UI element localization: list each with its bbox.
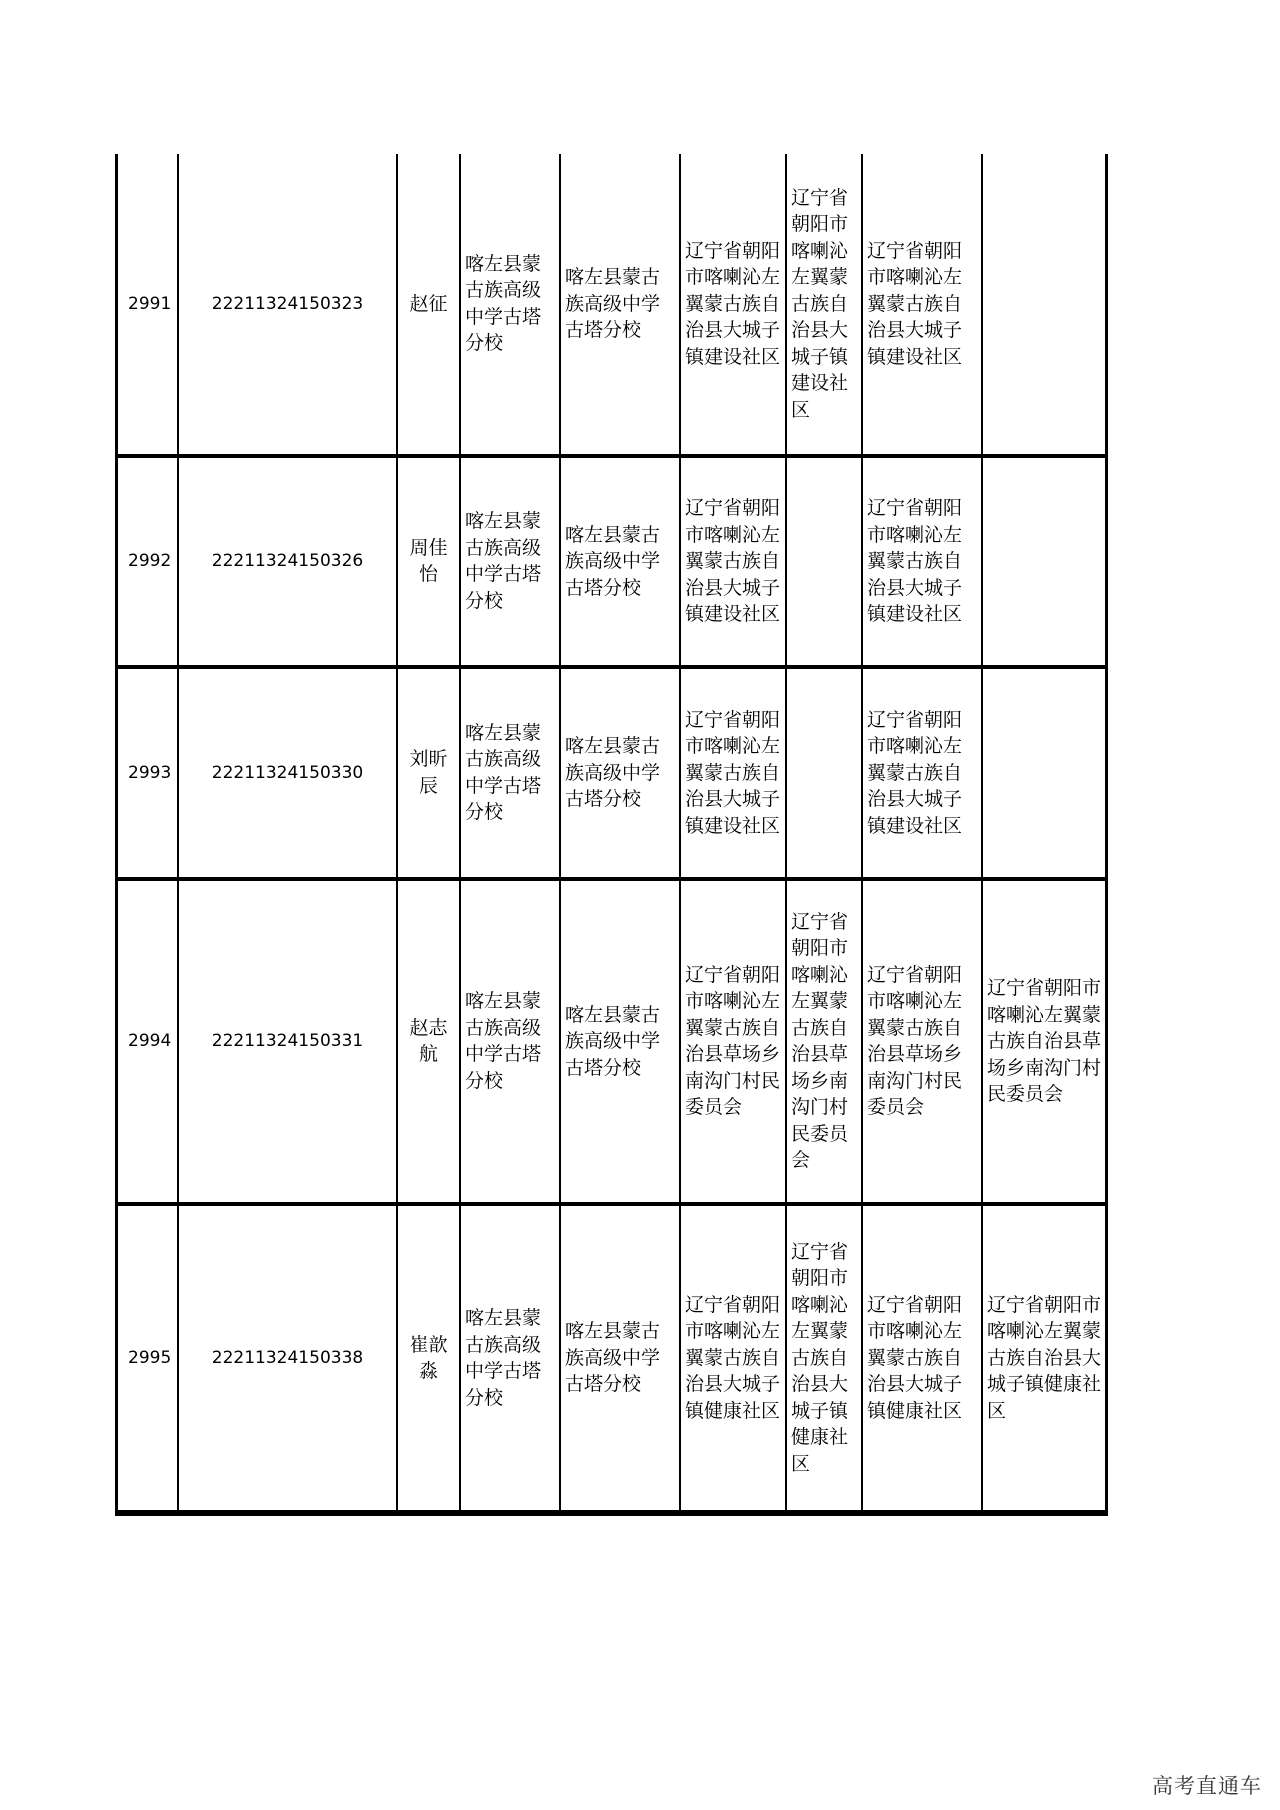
address-3-cell: 辽宁省朝阳市喀喇沁左翼蒙古族自治县大城子镇建设社区 [862, 154, 982, 456]
table-row [118, 879, 1105, 1205]
exam-number-cell: 22211324150323 [178, 154, 397, 456]
seq-cell: 2992 [118, 456, 178, 667]
address-1-cell: 辽宁省朝阳市喀喇沁左翼蒙古族自治县草场乡南沟门村民委员会 [680, 879, 786, 1205]
school-cell: 喀左县蒙古族高级中学古塔分校 [460, 1204, 560, 1511]
address-2-cell: 辽宁省朝阳市喀喇沁左翼蒙古族自治县大城子镇建设社区 [786, 154, 862, 456]
address-4-cell: 辽宁省朝阳市喀喇沁左翼蒙古族自治县大城子镇健康社区 [982, 1204, 1105, 1511]
student-table-grid [118, 154, 1105, 1512]
address-1-cell: 辽宁省朝阳市喀喇沁左翼蒙古族自治县大城子镇建设社区 [680, 154, 786, 456]
address-2-cell [786, 667, 862, 878]
address-3-cell: 辽宁省朝阳市喀喇沁左翼蒙古族自治县大城子镇建设社区 [862, 456, 982, 667]
school-cell: 喀左县蒙古族高级中学古塔分校 [460, 879, 560, 1205]
address-3-cell: 辽宁省朝阳市喀喇沁左翼蒙古族自治县大城子镇健康社区 [862, 1204, 982, 1511]
address-3-cell: 辽宁省朝阳市喀喇沁左翼蒙古族自治县大城子镇建设社区 [862, 667, 982, 878]
table-row [118, 1204, 1105, 1511]
school-secondary-cell: 喀左县蒙古族高级中学古塔分校 [560, 154, 680, 456]
exam-number-cell: 22211324150331 [178, 879, 397, 1205]
exam-number-cell: 22211324150326 [178, 456, 397, 667]
address-2-cell [786, 456, 862, 667]
student-name-cell: 赵志航 [397, 879, 460, 1205]
school-secondary-cell: 喀左县蒙古族高级中学古塔分校 [560, 1204, 680, 1511]
table-row [118, 154, 1105, 456]
school-cell: 喀左县蒙古族高级中学古塔分校 [460, 456, 560, 667]
school-cell: 喀左县蒙古族高级中学古塔分校 [460, 154, 560, 456]
school-secondary-cell: 喀左县蒙古族高级中学古塔分校 [560, 879, 680, 1205]
school-cell: 喀左县蒙古族高级中学古塔分校 [460, 667, 560, 878]
school-secondary-cell: 喀左县蒙古族高级中学古塔分校 [560, 667, 680, 878]
address-4-cell: 辽宁省朝阳市喀喇沁左翼蒙古族自治县草场乡南沟门村民委员会 [982, 879, 1105, 1205]
student-name-cell: 赵征 [397, 154, 460, 456]
seq-cell: 2995 [118, 1204, 178, 1511]
address-2-cell: 辽宁省朝阳市喀喇沁左翼蒙古族自治县大城子镇健康社区 [786, 1204, 862, 1511]
address-4-cell [982, 456, 1105, 667]
exam-number-cell: 22211324150338 [178, 1204, 397, 1511]
address-4-cell [982, 154, 1105, 456]
address-1-cell: 辽宁省朝阳市喀喇沁左翼蒙古族自治县大城子镇建设社区 [680, 456, 786, 667]
seq-cell: 2993 [118, 667, 178, 878]
student-name-cell: 刘昕辰 [397, 667, 460, 878]
address-2-cell: 辽宁省朝阳市喀喇沁左翼蒙古族自治县草场乡南沟门村民委员会 [786, 879, 862, 1205]
seq-cell: 2994 [118, 879, 178, 1205]
school-secondary-cell: 喀左县蒙古族高级中学古塔分校 [560, 456, 680, 667]
student-name-cell: 周佳怡 [397, 456, 460, 667]
address-3-cell: 辽宁省朝阳市喀喇沁左翼蒙古族自治县草场乡南沟门村民委员会 [862, 879, 982, 1205]
table-row [118, 456, 1105, 667]
student-name-cell: 崔歆淼 [397, 1204, 460, 1511]
address-1-cell: 辽宁省朝阳市喀喇沁左翼蒙古族自治县大城子镇建设社区 [680, 667, 786, 878]
exam-number-cell: 22211324150330 [178, 667, 397, 878]
address-1-cell: 辽宁省朝阳市喀喇沁左翼蒙古族自治县大城子镇健康社区 [680, 1204, 786, 1511]
watermark-text: 高考直通车 [1152, 1774, 1262, 1798]
student-table [115, 154, 1108, 1516]
address-4-cell [982, 667, 1105, 878]
table-row [118, 667, 1105, 878]
seq-cell: 2991 [118, 154, 178, 456]
